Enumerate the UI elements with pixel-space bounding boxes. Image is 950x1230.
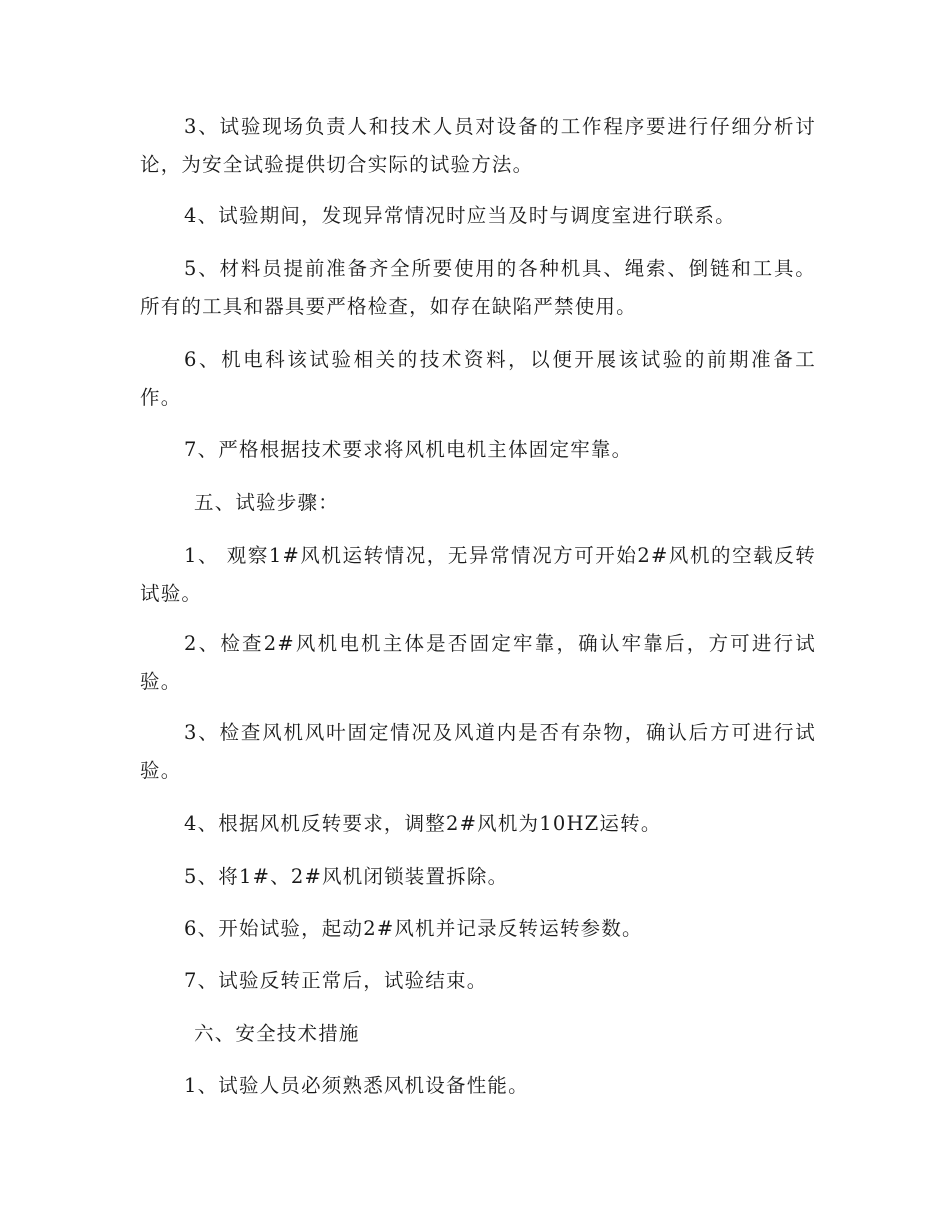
paragraph-6: 6、机电科该试验相关的技术资料，以便开展该试验的前期准备工作。 (140, 348, 816, 409)
step-2: 2、检查2#风机电机主体是否固定牢靠，确认牢靠后，方可进行试验。 (140, 632, 816, 693)
section-heading-test-steps: 五、试验步骤： (194, 491, 339, 514)
paragraph-3: 3、试验现场负责人和技术人员对设备的工作程序要进行仔细分析讨论，为安全试验提供切合实际的试验方法。 (140, 115, 816, 176)
step-1: 1、 观察1#风机运转情况，无异常情况方可开始2#风机的空载反转试验。 (140, 544, 816, 605)
step-3: 3、检查风机风叶固定情况及风道内是否有杂物，确认后方可进行试验。 (140, 721, 816, 782)
step-4: 4、根据风机反转要求，调整2#风机为10HZ运转。 (184, 812, 662, 835)
step-7: 7、试验反转正常后，试验结束。 (184, 969, 488, 992)
paragraph-5: 5、材料员提前准备齐全所要使用的各种机具、绳索、倒链和工具。所有的工具和器具要严格检查，如存在缺陷严禁使用。 (140, 257, 816, 318)
paragraph-7: 7、严格根据技术要求将风机电机主体固定牢靠。 (184, 438, 633, 461)
paragraph-4: 4、试验期间，发现异常情况时应当及时与调度室进行联系。 (184, 204, 736, 227)
step-6: 6、开始试验，起动2#风机并记录反转运转参数。 (184, 917, 643, 940)
section-heading-safety-measures: 六、安全技术措施 (194, 1022, 360, 1045)
safety-item-1: 1、试验人员必须熟悉风机设备性能。 (184, 1074, 529, 1097)
step-5: 5、将1#、2#风机闭锁装置拆除。 (184, 865, 509, 888)
